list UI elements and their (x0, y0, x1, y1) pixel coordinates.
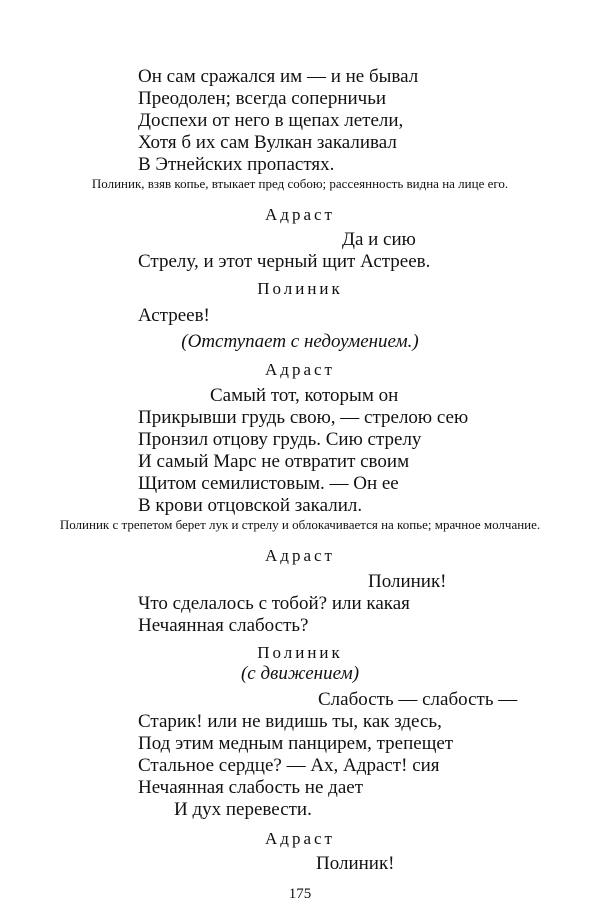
verse-line: И самый Марс не отвратит своим (138, 451, 410, 472)
verse-line: Прикрывши грудь свою, — стрелою сею (138, 407, 469, 428)
verse-line: Да и сию (342, 229, 416, 250)
verse-line: Преодолен; всегда соперничьи (138, 88, 387, 109)
verse-line: В крови отцовской закалил. (138, 495, 363, 516)
speaker-name: Адраст (265, 829, 335, 848)
verse-line: Хотя б их сам Вулкан закаливал (138, 132, 397, 153)
verse-line: Он сам сражался им — и не бывал (138, 66, 419, 87)
verse-line: Слабость — слабость — (318, 689, 518, 710)
page-number: 175 (288, 886, 312, 902)
stage-direction-inline: (с движением) (240, 663, 360, 684)
verse-line: Самый тот, которым он (210, 385, 399, 406)
verse-line: Под этим медным панцирем, трепещет (138, 733, 454, 754)
speaker-name: Адраст (265, 205, 335, 224)
stage-direction: Полиник, взяв копье, втыкает пред собою; рассеянность видна на лице его. (91, 176, 509, 191)
verse-line: Астреев! (138, 305, 210, 326)
verse-line: И дух перевести. (174, 799, 312, 820)
speaker-name: Полиник (257, 279, 343, 298)
verse-line: Пронзил отцову грудь. Сию стрелу (138, 429, 422, 450)
verse-line: Что сделалось с тобой? или какая (138, 593, 410, 614)
verse-line: Нечаянная слабость не дает (138, 777, 363, 798)
verse-line: Полиник! (316, 853, 395, 874)
speaker-name: Адраст (265, 546, 335, 565)
verse-line: Доспехи от него в щепах летели, (138, 110, 404, 131)
stage-direction: Полиник с трепетом берет лук и стрелу и облокачивается на копье; мрачное молчание. (59, 517, 541, 532)
verse-line: Старик! или не видишь ты, как здесь, (138, 711, 442, 732)
verse-line: Стальное сердце? — Ах, Адраст! сия (138, 755, 440, 776)
verse-line: Щитом семилистовым. — Он ее (138, 473, 399, 494)
speaker-name: Адраст (265, 360, 335, 379)
verse-line: Полиник! (368, 571, 447, 592)
verse-line: Стрелу, и этот черный щит Астреев. (138, 251, 431, 272)
verse-line: В Этнейских пропастях. (138, 154, 335, 175)
speaker-name: Полиник (257, 643, 343, 662)
stage-direction-inline: (Отступает с недоумением.) (181, 331, 419, 352)
verse-line: Нечаянная слабость? (138, 615, 309, 636)
